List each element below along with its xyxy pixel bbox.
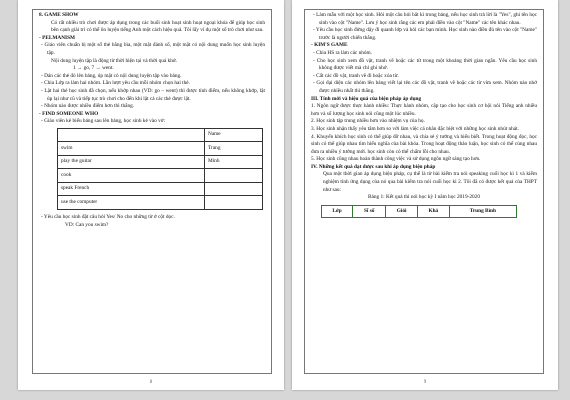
find-someone-table (57, 128, 263, 210)
table-header-cell: Trung Bình (449, 205, 516, 217)
table-row (58, 196, 263, 210)
table-row (58, 155, 263, 169)
pelmanism-line: - Chia Lớp ra làm hai nhóm. Lần lượt yêu cầu mỗi nhóm chọn hai thẻ. (41, 80, 190, 87)
table-cell (205, 196, 263, 210)
table-row (58, 169, 263, 183)
table-row (58, 142, 263, 156)
heading-find-someone-who: - FIND SOMEONE WHO (39, 110, 99, 117)
section-3-item: 4. Khuyến khích học sinh có thể giúp đỡ nhau, và chia sẻ ý tưởng và hiểu biết. Trong hoạt động đọc, học sinh có thể giúp nhau tìm hiểu nghĩa của bài khóa. Trong hoạt động thảo luận, học sinh có thể cùng nhau đưa ra nhiều ý tưởng mới. học sinh còn có thể chấm lỗi cho nhau. (311, 133, 537, 155)
pelmanism-example: 1 → go, 7 → went. (73, 65, 114, 72)
table-header-cell: Sĩ số (353, 205, 386, 217)
table-row (58, 182, 263, 196)
heading-pelmanism: - PELMANISM (39, 34, 76, 41)
pelmanism-line: - Dán các thẻ đó lên bảng, úp mặt có nội dung luyện tập vào bảng. (41, 72, 182, 79)
section-3-item: 2. Học sinh tập trung nhiều hơn vào nhiệm vụ của họ. (311, 118, 425, 125)
table-cell: Minh (205, 155, 263, 169)
table-cell: play the guitar (58, 155, 205, 169)
section-3-item: 3. Học sinh nhận thấy yêu tâm hơn so với làm việc cá nhân đặc biệt với những học sinh nhút nhát. (311, 125, 519, 132)
page-number: 9 (423, 380, 427, 385)
find-someone-line: - Yêu cầu học sinh đứng dậy đi quanh lớp và hỏi các bạn mình. Học sinh nào điền đủ tên vào cột "Name" trước là người chiến thắng. (313, 27, 537, 41)
document-page-left (18, 0, 284, 390)
find-someone-line: - Làm mẫu với một học sinh. Hỏi một câu hỏi bắt kì trong bảng, nếu học sinh trả lời là "Yes", ghi tên học sinh vào cột "Name". Lưu ý học sinh rằng các em phải điền vào cột "Name" các tên khác nhau. (313, 12, 537, 26)
table-cell: use the computer (58, 196, 205, 210)
kims-line: - Chia HS ra làm các nhóm. (313, 49, 372, 56)
table-cell (205, 182, 263, 196)
table-header-cell: Giỏi (386, 205, 418, 217)
pelmanism-line: - Nhóm nào được nhiều điểm hơn thì thắng. (41, 103, 135, 110)
after-table-instruction: - Yêu cầu học sinh đặt câu hỏi Yes/ No cho những từ ở cột dọc. (41, 213, 175, 220)
table-cell: cook (58, 169, 205, 183)
results-table (321, 205, 517, 218)
example-question: VD: Can you swim? (65, 221, 109, 228)
kims-line: - Cho học sinh xem đồ vật, tranh vẽ hoặc các từ trong một khoảng thời gian ngắn. Yêu cầu học sinh không được viết mà chỉ ghi nhớ. (313, 57, 537, 72)
heading-game-show: 8. GAME SHOW (39, 12, 79, 18)
section-4-paragraph: Qua một thời gian áp dụng biện pháp, cụ thể là từ bài kiểm tra nói speaking cuối học kì 1 và kiểm nghiệm tính ứng dụng của nó qua bài kiểm tra nói cuối học kì 2. Tôi đã có được kết quả của THPT như sau: (323, 171, 537, 193)
kims-line: - Gọi đại diện các nhóm lên bảng viết lại tên các đồ vật, tranh vẽ hoặc các từ vừa xem. Nhóm nào nhớ được nhiều nhất thì thắng. (313, 80, 537, 94)
page-border-frame (304, 9, 544, 374)
page-border-frame (32, 9, 272, 374)
table-cell: speak French (58, 182, 205, 196)
kims-line: - Cất các đồ vật, tranh vẽ đi hoặc xóa từ. (313, 72, 399, 79)
table-cell: swim (58, 142, 205, 156)
table-cell: Trang (205, 142, 263, 156)
table-header-row (322, 205, 517, 217)
intro-paragraph: Có rất nhiều trò chơi được áp dụng trong các buổi sinh hoạt sinh hoạt ngoại khóa để giúp học sinh bên cạnh giải trí có thể ôn luyện tiếng Anh một cách hiệu quả. Tôi lấy ví dụ một số trò chơi như sau. (51, 19, 265, 34)
heading-section-3: III. Tính mới và hiệu quả của biện pháp áp dụng (311, 95, 422, 102)
pelmanism-line: - Giáo viên chuẩn bị một số thẻ bằng bìa, một mặt đánh số, một mặt có nội dung muốn học sinh luyện tập. (41, 42, 265, 56)
heading-section-4: IV. Những kết quả đạt được sau khi áp dụng biện pháp (311, 163, 436, 170)
section-3-item: 5. Học sinh cũng nhau hoàn thành công việc và sử dụng ngôn ngữ sáng tạo hơn. (311, 156, 481, 163)
heading-kims-game: - KIM'S GAME (311, 42, 348, 49)
section-3-item: 1. Ngôn ngữ được thực hành nhiều: Thực hành nhóm, cặp tạo cho học sinh cơ hội nói Tiếng anh nhiều hơn và số lượng học sinh nói cũng một lúc nhiều. (311, 103, 537, 117)
table-cell (58, 128, 205, 142)
pelmanism-line: - Lật hai thẻ học sinh đã chọn, nếu khớp nhau (VD: go – went) thì được tính điểm, nếu không khớp, lật úp lại như cũ và tiếp tục trò chơi cho đến khi lật cả các thẻ được lật. (41, 87, 265, 102)
document-page-right (292, 0, 558, 390)
table-row (58, 128, 263, 142)
pelmanism-line: Nội dung luyện tập là động từ thời hiện tại và thời quá khứ. (51, 57, 178, 64)
table-cell (205, 169, 263, 183)
table-caption: Bảng 1: Kết quả thi nói học kỳ I năm học 2019-2020 (368, 194, 480, 201)
table-header-cell: Khá (417, 205, 449, 217)
table-cell: Name (205, 128, 263, 142)
table-header-cell: Lớp (322, 205, 353, 217)
find-intro: - Giáo viên kẻ biểu bảng sau lên bảng, học sinh kẻ vào vở: (41, 118, 166, 125)
page-number: 8 (149, 380, 153, 385)
